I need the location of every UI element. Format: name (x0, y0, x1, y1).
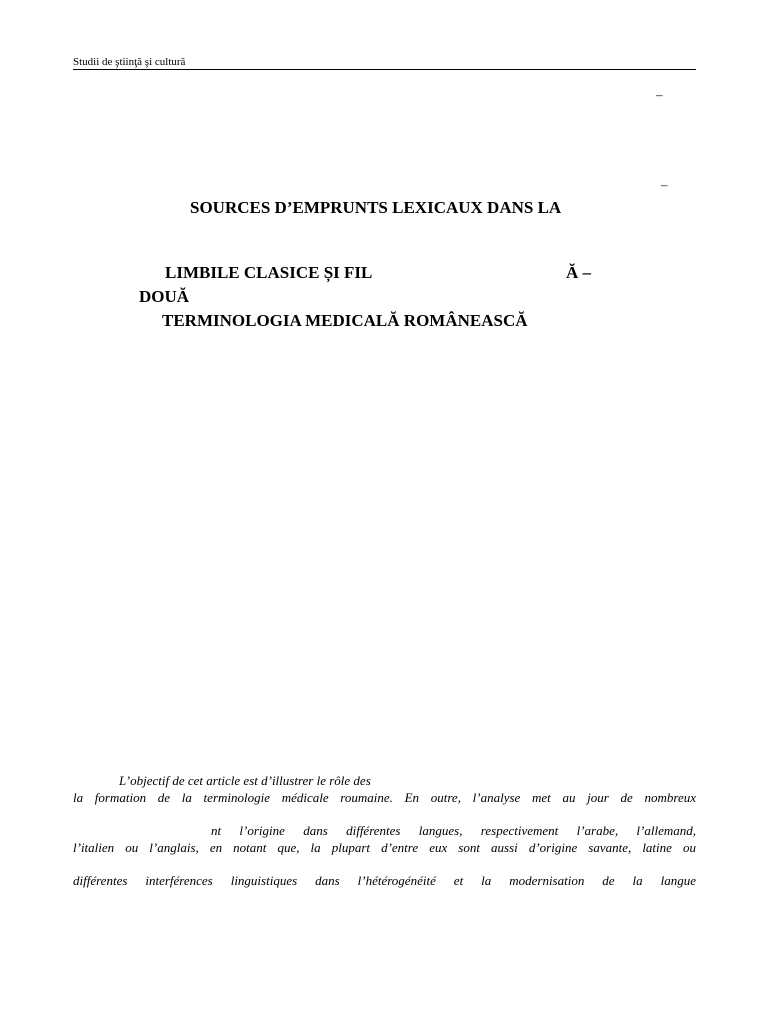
abstract-line: L’objectif de cet article est d’illustrer le rôle des (119, 773, 371, 788)
dash-mark: – (661, 177, 668, 192)
abstract-line: différentes interférences linguistiques dans l’hétérogénéité et la modernisation de la langue (73, 873, 696, 888)
abstract-line: nt l’origine dans différentes langues, respectivement l’arabe, l’allemand, (211, 823, 696, 838)
dash-mark: – (656, 87, 663, 102)
title-romanian-line-2: DOUĂ (139, 287, 190, 306)
title-romanian-line-1: LIMBILE CLASICE ȘI FIL (165, 263, 373, 282)
title-romanian-line-3: TERMINOLOGIA MEDICALĂ ROMÂNEASCĂ (162, 311, 528, 330)
abstract-line: l’italien ou l’anglais, en notant que, la plupart d’entre eux sont aussi d’origine savante, latine ou (73, 840, 696, 855)
header-rule (73, 69, 696, 70)
title-french: SOURCES D’EMPRUNTS LEXICAUX DANS LA (190, 198, 562, 217)
running-header: Studii de ştiinţă şi cultură (73, 56, 186, 68)
title-romanian-line-1-end: Ă – (566, 263, 592, 282)
abstract-line: la formation de la terminologie médicale roumaine. En outre, l’analyse met au jour de nombreux (73, 790, 696, 805)
